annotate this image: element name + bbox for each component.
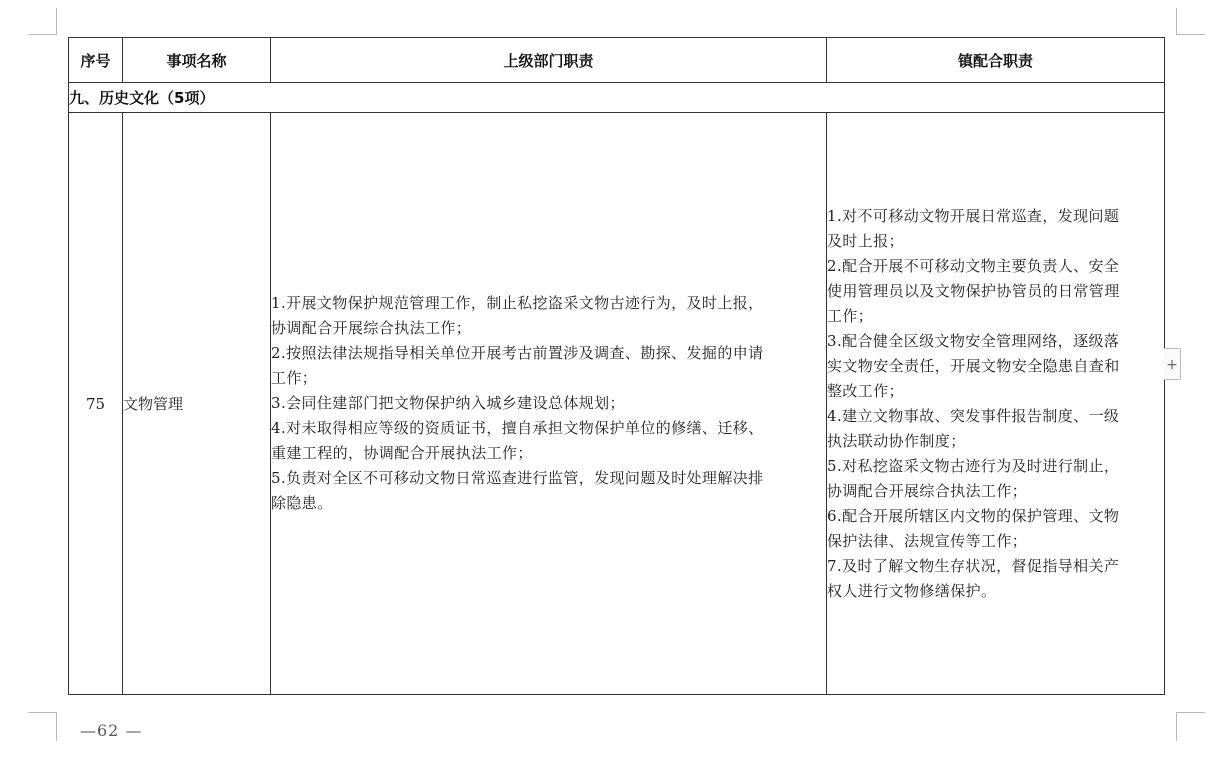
town-duty-line: 5.对私挖盗采文物古迹行为及时进行制止， <box>827 456 1120 475</box>
page-number: —62 — <box>80 721 143 740</box>
town-duty-line: 使用管理员以及文物保护协管员的日常管理 <box>827 281 1120 300</box>
upper-duties-list <box>271 291 826 516</box>
row-number: 75 <box>69 113 123 695</box>
crop-mark-bottom-right <box>1176 712 1205 741</box>
upper-duty-line: 3.会同住建部门把文物保护纳入城乡建设总体规划； <box>271 394 625 412</box>
upper-duties-cell <box>271 113 827 695</box>
section-row <box>69 83 1165 113</box>
crop-mark-top-right <box>1176 8 1205 35</box>
row-item-name: 文物管理 <box>123 113 271 695</box>
upper-duty-line: 5.负责对全区不可移动文物日常巡查进行监管，发现问题及时处理解决排 <box>271 469 764 487</box>
crop-mark-top-left <box>28 8 57 35</box>
header-seq: 序号 <box>69 38 123 83</box>
town-duty-line: 及时上报； <box>827 231 905 250</box>
upper-duty-line: 2.按照法律法规指导相关单位开展考古前置涉及调查、勘探、发掘的申请 <box>271 344 764 362</box>
town-duty-line: 工作； <box>827 306 874 325</box>
header-town-duties: 镇配合职责 <box>827 38 1165 83</box>
upper-duty-line: 除隐患。 <box>271 494 333 512</box>
duties-table <box>68 37 1165 695</box>
town-duty-line: 协调配合开展综合执法工作； <box>827 481 1028 500</box>
town-duty-line: 6.配合开展所辖区内文物的保护管理、文物 <box>827 506 1120 525</box>
town-duty-line: 1.对不可移动文物开展日常巡查，发现问题 <box>827 206 1120 225</box>
upper-duty-line: 1.开展文物保护规范管理工作，制止私挖盗采文物古迹行为，及时上报， <box>271 294 764 312</box>
upper-duty-line: 重建工程的，协调配合开展执法工作； <box>271 444 533 462</box>
town-duties-cell <box>827 113 1165 695</box>
town-duties-list <box>827 204 1164 604</box>
header-upper-duties: 上级部门职责 <box>271 38 827 83</box>
upper-duty-line: 工作； <box>271 369 318 387</box>
town-duty-line: 权人进行文物修缮保护。 <box>827 581 997 600</box>
upper-duty-line: 4.对未取得相应等级的资质证书，擅自承担文物保护单位的修缮、迁移、 <box>271 419 764 437</box>
town-duty-line: 7.及时了解文物生存状况，督促指导相关产 <box>827 556 1120 575</box>
town-duty-line: 执法联动协作制度； <box>827 431 966 450</box>
section-title: 九、历史文化（5项） <box>69 83 1165 113</box>
town-duty-line: 实文物安全责任，开展文物安全隐患自查和 <box>827 356 1120 375</box>
town-duty-line: 保护法律、法规宣传等工作； <box>827 531 1028 550</box>
expand-tab-button[interactable]: + <box>1164 348 1181 380</box>
upper-duty-line: 协调配合开展综合执法工作； <box>271 319 472 337</box>
town-duty-line: 2.配合开展不可移动文物主要负责人、安全 <box>827 256 1120 275</box>
header-row <box>69 38 1165 83</box>
header-item-name: 事项名称 <box>123 38 271 83</box>
crop-mark-bottom-left <box>28 712 57 741</box>
town-duty-line: 整改工作； <box>827 381 905 400</box>
town-duty-line: 4.建立文物事故、突发事件报告制度、一级 <box>827 406 1120 425</box>
town-duty-line: 3.配合健全区级文物安全管理网络，逐级落 <box>827 331 1120 350</box>
table-row <box>69 113 1165 695</box>
